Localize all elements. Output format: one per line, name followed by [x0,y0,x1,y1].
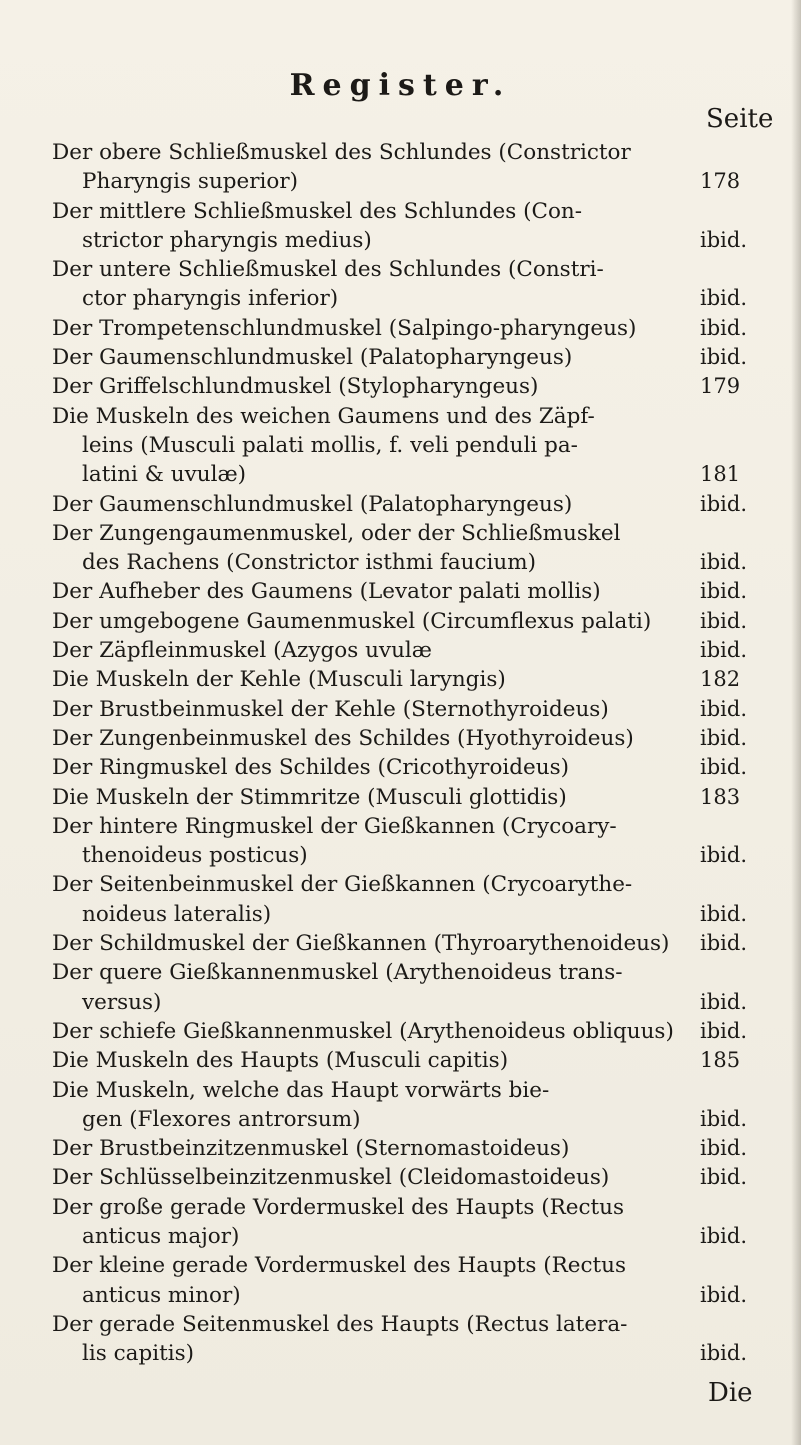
page-number: ibid. [700,843,747,868]
register-entry [52,929,772,958]
register-entry [52,1251,772,1310]
register-entry [52,636,772,665]
register-entries [52,138,772,1368]
entry-text: Der große gerade Vordermuskel des Haupts (Rectus [52,1194,625,1220]
page-number: ibid. [700,315,747,340]
page-number: ibid. [700,696,747,721]
register-entry [52,372,772,401]
register-entry [52,1134,772,1163]
register-entry [52,1310,772,1369]
register-entry [52,402,772,490]
entry-text: Der gerade Seitenmuskel des Haupts (Rectus latera- [52,1311,628,1337]
page-number: ibid. [700,931,747,956]
page-number: ibid. [700,755,747,780]
register-entry [52,783,772,812]
page-number: ibid. [700,1106,747,1131]
page-number: 181 [700,462,741,487]
entry-text: Der Schlüsselbeinzitzenmuskel (Cleidomastoideus) [52,1165,610,1191]
register-entry [52,490,772,519]
entry-continuation: noideus lateralis) [82,901,272,927]
entry-text: Der Ringmuskel des Schildes (Cricothyroideus) [52,755,570,781]
register-entry [52,665,772,694]
register-entry [52,812,772,871]
register-entry [52,197,772,256]
entry-text: Die Muskeln der Kehle (Musculi laryngis) [52,667,506,693]
register-entry [52,577,772,606]
entry-text: Die Muskeln der Stimmritze (Musculi glottidis) [52,784,567,810]
entry-text: Der Schildmuskel der Gießkannen (Thyroarythenoideus) [52,931,670,957]
register-entry [52,343,772,372]
entry-text: Der Zungenbeinmuskel des Schildes (Hyothyroideus) [52,725,634,751]
entry-text: Die Muskeln des Haupts (Musculi capitis) [52,1048,509,1074]
entry-text: Der obere Schließmuskel des Schlundes (Constrictor [52,140,631,165]
register-entry [52,753,772,782]
entry-text: Die Muskeln des weichen Gaumens und des Zäpf- [52,403,595,429]
register-entry [52,1076,772,1135]
entry-continuation: strictor pharyngis medius) [82,227,372,253]
page-number: ibid. [700,491,747,516]
entry-text: Der Gaumenschlundmuskel (Palatopharyngeus) [52,345,573,371]
page-number: ibid. [700,1341,747,1366]
page-number: ibid. [700,901,747,926]
entry-continuation: ctor pharyngis inferior) [82,286,339,312]
entry-text: Der umgebogene Gaumenmuskel (Circumflexus palati) [52,608,652,634]
register-entry [52,724,772,753]
page-number: ibid. [700,550,747,575]
entry-text: Der Seitenbeinmuskel der Gießkannen (Crycoarythe- [52,872,633,898]
entry-text: Der hintere Ringmuskel der Gießkannen (Crycoary- [52,813,617,839]
catchword: Die [708,1378,753,1408]
entry-text: Der Griffelschlundmuskel (Stylopharyngeus) [52,374,539,400]
entry-text: Der quere Gießkannenmuskel (Arythenoideus trans- [52,960,623,986]
entry-text: Der Brustbeinmuskel der Kehle (Sternothyroideus) [52,696,609,722]
entry-text: Der Trompetenschlundmuskel (Salpingo-pharyngeus) [52,315,637,341]
register-entry [52,314,772,343]
register-entry [52,255,772,314]
entry-text: Der Zäpfleinmuskel (Azygos uvulæ [52,638,432,664]
entry-text: Der Aufheber des Gaumens (Levator palati mollis) [52,579,601,605]
entry-continuation: latini & uvulæ) [82,462,247,488]
page-number: ibid. [700,1165,747,1190]
page-number: 185 [700,1048,741,1073]
entry-continuation: lis capitis) [82,1341,195,1367]
entry-continuation: thenoideus posticus) [82,843,308,869]
entry-text: Der mittlere Schließmuskel des Schlundes (Con- [52,198,583,224]
register-entry [52,870,772,929]
register-entry [52,1046,772,1075]
page-edge [791,0,801,1445]
page-number: ibid. [700,345,747,370]
register-entry [52,138,772,197]
register-entry [52,1193,772,1252]
entry-text: Der kleine gerade Vordermuskel des Haupts (Rectus [52,1253,627,1279]
page-number: ibid. [700,579,747,604]
register-entry [52,1017,772,1046]
entry-continuation: anticus major) [82,1223,240,1249]
entry-continuation: Pharyngis superior) [82,169,299,195]
page-number: ibid. [700,989,747,1014]
page-number: ibid. [700,1018,747,1043]
entry-continuation: gen (Flexores antrorsum) [82,1106,361,1132]
page-number: ibid. [700,608,747,633]
page-title: Register. [289,68,512,103]
page-number: 179 [700,374,741,399]
entry-continuation: leins (Musculi palati mollis, f. veli penduli pa- [82,432,578,458]
entry-text: Der schiefe Gießkannenmuskel (Arythenoideus obliquus) [52,1018,674,1044]
register-entry [52,958,772,1017]
entry-continuation: anticus minor) [82,1282,241,1308]
entry-continuation: des Rachens (Constrictor isthmi faucium) [82,550,537,576]
page-number: 183 [700,784,741,809]
page-number: ibid. [700,286,747,311]
page-number: ibid. [700,1282,747,1307]
register-entry [52,695,772,724]
register-entry [52,607,772,636]
entry-text: Der untere Schließmuskel des Schlundes (Constri- [52,257,604,283]
page-number: ibid. [700,725,747,750]
register-entry [52,519,772,578]
page-number: ibid. [700,638,747,663]
entry-text: Der Zungengaumenmuskel, oder der Schließmuskel [52,520,621,546]
entry-continuation: versus) [82,989,162,1015]
page-number: 178 [700,169,741,194]
page-number: ibid. [700,1136,747,1161]
page-number: 182 [700,667,741,692]
entry-text: Der Brustbeinzitzenmuskel (Sternomastoideus) [52,1136,570,1162]
entry-text: Der Gaumenschlundmuskel (Palatopharyngeus) [52,491,573,517]
page-number: ibid. [700,1223,747,1248]
entry-text: Die Muskeln, welche das Haupt vorwärts bie- [52,1077,550,1103]
page-column-label: Seite [706,104,774,134]
page-number: ibid. [700,227,747,252]
register-entry [52,1163,772,1192]
